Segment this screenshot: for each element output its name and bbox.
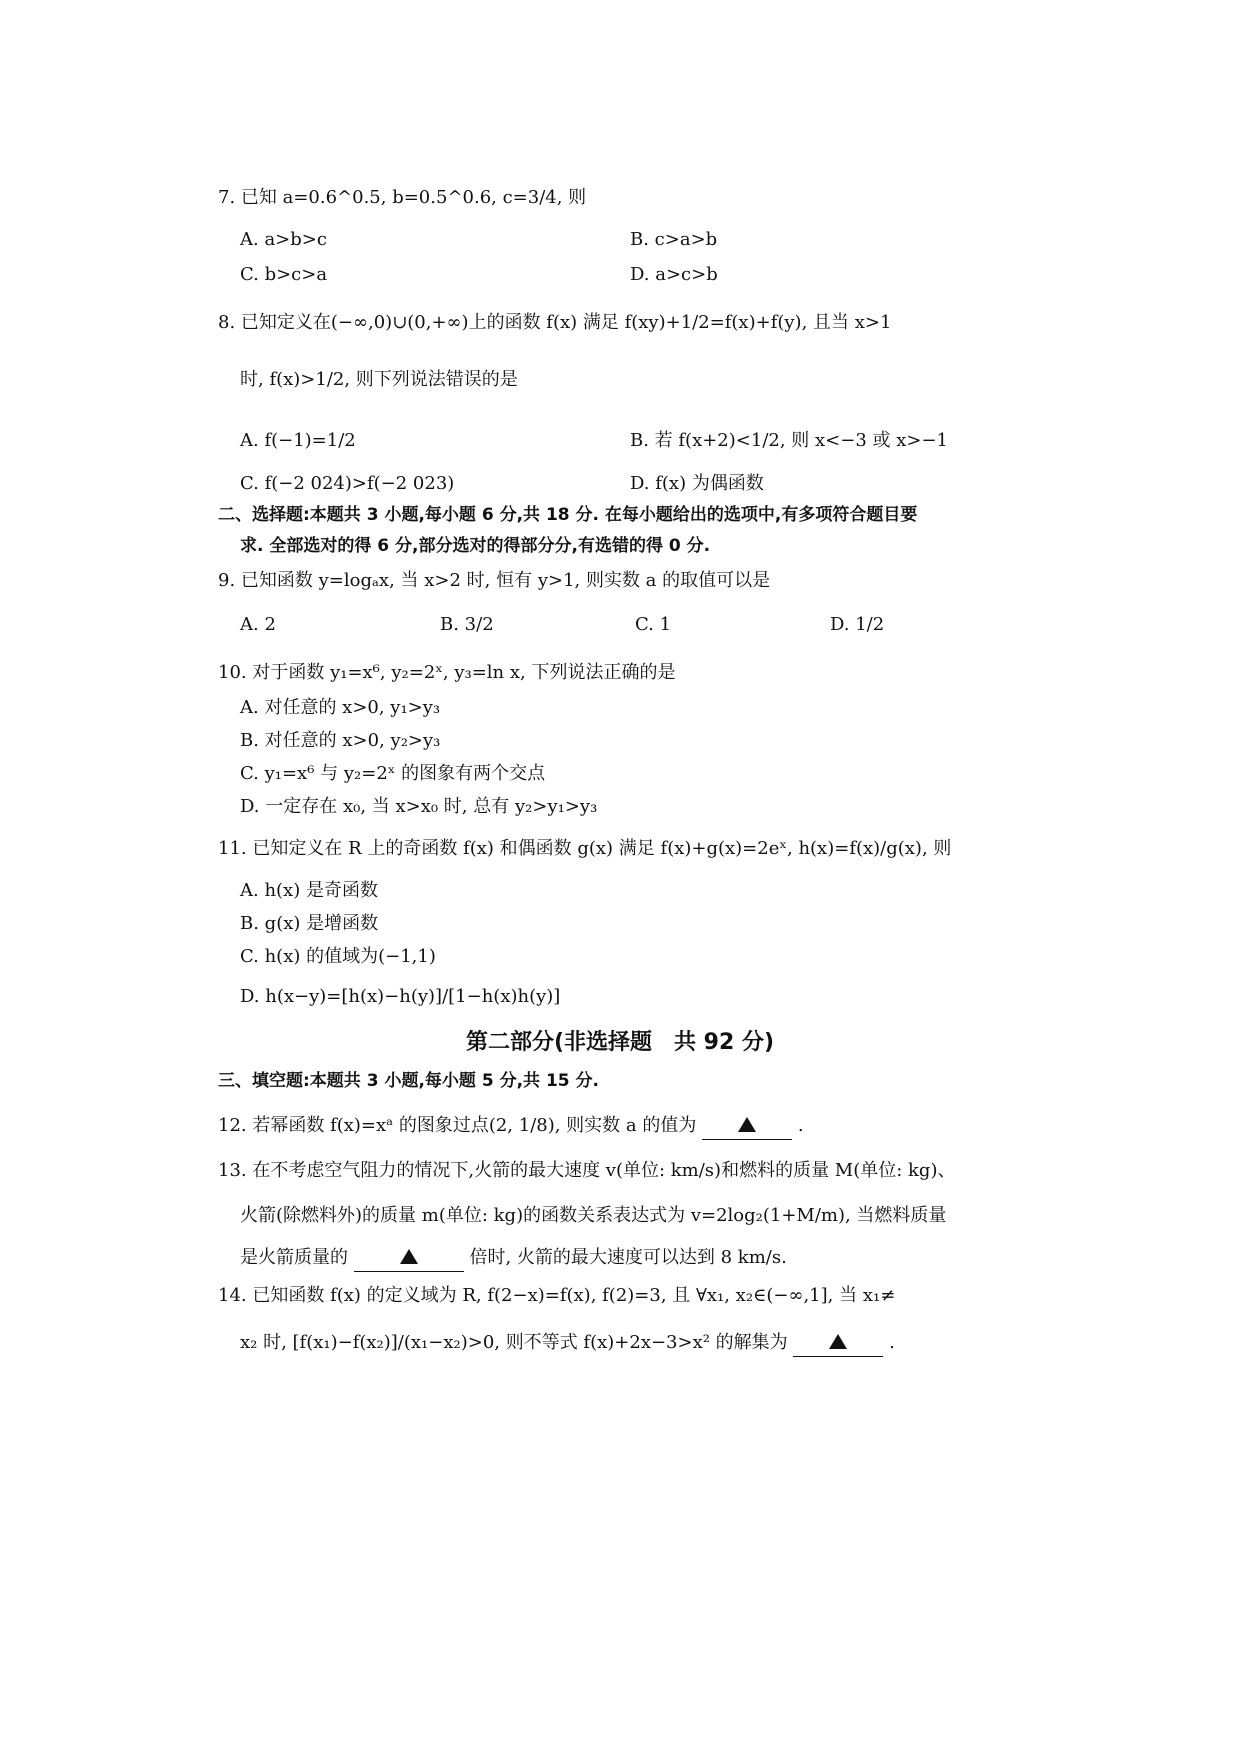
q13-line2: 火箭(除燃料外)的质量 m(单位: kg)的函数关系表达式为 v=2log₂(1+M/m), 当燃料质量: [240, 1205, 947, 1226]
q9-stem: 9. 已知函数 y=logₐx, 当 x>2 时, 恒有 y>1, 则实数 a 的取值可以是: [218, 570, 771, 591]
q13-text-before: 是火箭质量的: [240, 1247, 348, 1268]
q7-option-a: A. a>b>c: [240, 229, 327, 250]
q14-text: x₂ 时, [f(x₁)−f(x₂)]/(x₁−x₂)>0, 则不等式 f(x)+2x−3>x² 的解集为: [240, 1332, 788, 1353]
q8-stem-line2: 时, f(x)>1/2, 则下列说法错误的是: [240, 369, 518, 390]
q13-line3: [240, 1245, 787, 1272]
q10-option-a: A. 对任意的 x>0, y₁>y₃: [240, 697, 441, 718]
q13-line1: 13. 在不考虑空气阻力的情况下,火箭的最大速度 v(单位: km/s)和燃料的质量 M(单位: kg)、: [218, 1160, 956, 1181]
q11-option-d: D. h(x−y)=[h(x)−h(y)]/[1−h(x)h(y)]: [240, 986, 561, 1007]
section2-header-line2: 求. 全部选对的得 6 分,部分选对的得部分分,有选错的得 0 分.: [240, 536, 711, 556]
q10-stem: 10. 对于函数 y₁=x⁶, y₂=2ˣ, y₃=ln x, 下列说法正确的是: [218, 662, 676, 683]
q7-option-c: C. b>c>a: [240, 264, 328, 285]
q11-stem: 11. 已知定义在 R 上的奇函数 f(x) 和偶函数 g(x) 满足 f(x)+g(x)=2eˣ, h(x)=f(x)/g(x), 则: [218, 838, 952, 859]
q8-stem-line1: 8. 已知定义在(−∞,0)∪(0,+∞)上的函数 f(x) 满足 f(xy)+1/2=f(x)+f(y), 且当 x>1: [218, 312, 892, 333]
q10-option-c: C. y₁=x⁶ 与 y₂=2ˣ 的图象有两个交点: [240, 763, 546, 784]
part2-title: 第二部分(非选择题 共 92 分): [465, 1030, 775, 1055]
q7-stem: 7. 已知 a=0.6^0.5, b=0.5^0.6, c=3/4, 则: [218, 187, 587, 208]
q14-line1: 14. 已知函数 f(x) 的定义域为 R, f(2−x)=f(x), f(2)=3, 且 ∀x₁, x₂∈(−∞,1], 当 x₁≠: [218, 1285, 896, 1306]
q11-option-b: B. g(x) 是增函数: [240, 913, 379, 934]
q12-end: .: [797, 1115, 804, 1136]
q14-answer-blank[interactable]: [793, 1330, 883, 1357]
q8-option-d: D. f(x) 为偶函数: [630, 473, 764, 494]
q9-option-d: D. 1/2: [830, 614, 885, 635]
q8-option-c: C. f(−2 024)>f(−2 023): [240, 473, 455, 494]
triangle-icon: [738, 1117, 756, 1132]
triangle-icon: [400, 1249, 418, 1264]
q7-option-b: B. c>a>b: [630, 229, 718, 250]
q9-option-b: B. 3/2: [440, 614, 494, 635]
triangle-icon: [829, 1334, 847, 1349]
q12-answer-blank[interactable]: [702, 1113, 792, 1140]
q14-line2: [240, 1330, 895, 1357]
q10-option-b: B. 对任意的 x>0, y₂>y₃: [240, 730, 441, 751]
section3-header: 三、填空题:本题共 3 小题,每小题 5 分,共 15 分.: [218, 1071, 599, 1091]
q9-option-a: A. 2: [240, 614, 276, 635]
q11-option-a: A. h(x) 是奇函数: [240, 880, 378, 901]
q8-option-b: B. 若 f(x+2)<1/2, 则 x<−3 或 x>−1: [630, 430, 948, 451]
q11-option-c: C. h(x) 的值域为(−1,1): [240, 946, 436, 967]
q7-option-d: D. a>c>b: [630, 264, 718, 285]
q12-text: 12. 若幂函数 f(x)=xᵃ 的图象过点(2, 1/8), 则实数 a 的值为: [218, 1115, 697, 1136]
q13-text-after: 倍时, 火箭的最大速度可以达到 8 km/s.: [469, 1247, 787, 1268]
q8-option-a: A. f(−1)=1/2: [240, 430, 356, 451]
q9-option-c: C. 1: [635, 614, 672, 635]
q14-end: .: [889, 1332, 895, 1353]
q10-option-d: D. 一定存在 x₀, 当 x>x₀ 时, 总有 y₂>y₁>y₃: [240, 796, 598, 817]
q13-answer-blank[interactable]: [354, 1245, 464, 1272]
q12-stem: [218, 1113, 804, 1140]
section2-header-line1: 二、选择题:本题共 3 小题,每小题 6 分,共 18 分. 在每小题给出的选项中,有多项符合题目要: [218, 505, 918, 525]
